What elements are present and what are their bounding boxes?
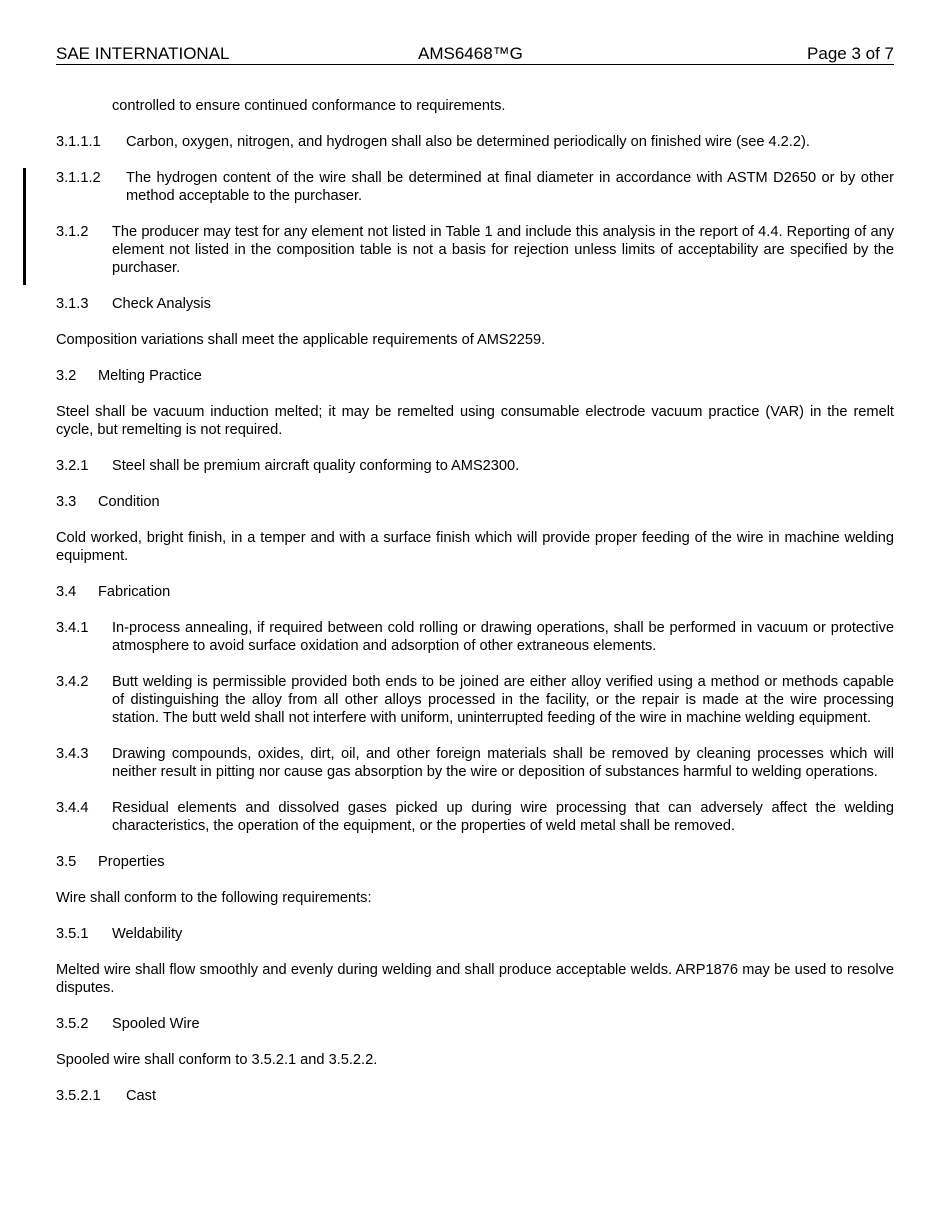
section-text: Carbon, oxygen, nitrogen, and hydrogen shall also be determined periodically on finished wire (see 4.2.2).	[126, 134, 810, 150]
body-paragraph: Melted wire shall flow smoothly and evenly during welding and shall produce acceptable welds. ARP1876 may be used to resolve disputes.	[56, 962, 894, 996]
section-number: 3.2	[56, 368, 77, 384]
page-header	[56, 44, 894, 65]
section-number: 3.5.2	[56, 1016, 89, 1032]
section-3-1-1-1	[56, 133, 894, 151]
section-number: 3.1.1.2	[56, 170, 101, 186]
body-paragraph: Cold worked, bright finish, in a temper and with a surface finish which will provide proper feeding of the wire in machine welding equipment.	[56, 530, 894, 564]
section-number: 3.4	[56, 584, 77, 600]
revision-change-bar	[23, 168, 26, 285]
section-title: Weldability	[112, 926, 183, 942]
heading-3-3	[56, 493, 894, 511]
section-text: Residual elements and dissolved gases picked up during wire processing that can adversely affect the welding characteristics, the operation of the equipment, or the properties of weld metal shall be removed.	[112, 800, 894, 834]
header-page-number: Page 3 of 7	[807, 44, 894, 63]
body-paragraph: Spooled wire shall conform to 3.5.2.1 and 3.5.2.2.	[56, 1052, 378, 1068]
heading-3-5	[56, 853, 894, 871]
section-3-4-1	[56, 619, 894, 655]
body-paragraph: Steel shall be vacuum induction melted; it may be remelted using consumable electrode vacuum practice (VAR) in the remelt cycle, but remelting is not required.	[56, 404, 894, 438]
section-number: 3.4.2	[56, 674, 89, 690]
section-3-4-3	[56, 745, 894, 781]
section-number: 3.4.1	[56, 620, 89, 636]
body-paragraph: Composition variations shall meet the applicable requirements of AMS2259.	[56, 332, 546, 348]
section-number: 3.5	[56, 854, 77, 870]
section-3-1-2	[56, 223, 894, 277]
section-title: Melting Practice	[98, 368, 202, 384]
section-title: Spooled Wire	[112, 1016, 200, 1032]
section-text: Drawing compounds, oxides, dirt, oil, and other foreign materials shall be removed by cleaning processes which will neither result in pitting nor cause gas absorption by the wire or deposition of substances harmful to welding operations.	[112, 746, 894, 780]
continued-paragraph: controlled to ensure continued conformance to requirements.	[112, 98, 506, 114]
section-number: 3.3	[56, 494, 77, 510]
section-number: 3.1.3	[56, 296, 89, 312]
section-number: 3.1.1.1	[56, 134, 101, 150]
section-number: 3.5.2.1	[56, 1088, 101, 1104]
document-body	[56, 97, 894, 1123]
section-text: In-process annealing, if required between cold rolling or drawing operations, shall be performed in vacuum or protective atmosphere to avoid surface oxidation and adsorption of other extraneous elements.	[112, 620, 894, 654]
heading-3-4	[56, 583, 894, 601]
section-number: 3.4.3	[56, 746, 89, 762]
section-3-4-2	[56, 673, 894, 727]
section-3-4-4	[56, 799, 894, 835]
section-number: 3.2.1	[56, 458, 89, 474]
body-paragraph: Wire shall conform to the following requirements:	[56, 890, 372, 906]
heading-3-5-2-1	[56, 1087, 894, 1105]
heading-3-5-2	[56, 1015, 894, 1033]
section-3-1-1-2	[56, 169, 894, 205]
heading-3-5-1	[56, 925, 894, 943]
section-title: Condition	[98, 494, 160, 510]
header-org: SAE INTERNATIONAL	[56, 44, 230, 63]
section-title: Properties	[98, 854, 165, 870]
section-text: Steel shall be premium aircraft quality conforming to AMS2300.	[112, 458, 520, 474]
section-title: Fabrication	[98, 584, 171, 600]
section-title: Cast	[126, 1088, 157, 1104]
section-text: The producer may test for any element not listed in Table 1 and include this analysis in the report of 4.4. Reporting of any element not listed in the composition table is not a basis for rejection unless limits of acceptability are specified by the purchaser.	[112, 224, 894, 276]
section-number: 3.1.2	[56, 224, 89, 240]
header-doc-id: AMS6468™G	[418, 44, 523, 63]
heading-3-2	[56, 367, 894, 385]
section-3-2-1	[56, 457, 894, 475]
section-number: 3.4.4	[56, 800, 89, 816]
section-title: Check Analysis	[112, 296, 211, 312]
section-number: 3.5.1	[56, 926, 89, 942]
heading-3-1-3	[56, 295, 894, 313]
section-text: Butt welding is permissible provided both ends to be joined are either alloy verified using a method or methods capable of distinguishing the alloy from all other alloys processed in the facility, or the repair is made at the wire processing station. The butt weld shall not interfere with uniform, uninterrupted feeding of the wire in machine welding equipment.	[112, 674, 894, 726]
section-text: The hydrogen content of the wire shall be determined at final diameter in accordance with ASTM D2650 or by other method acceptable to the purchaser.	[126, 170, 894, 204]
